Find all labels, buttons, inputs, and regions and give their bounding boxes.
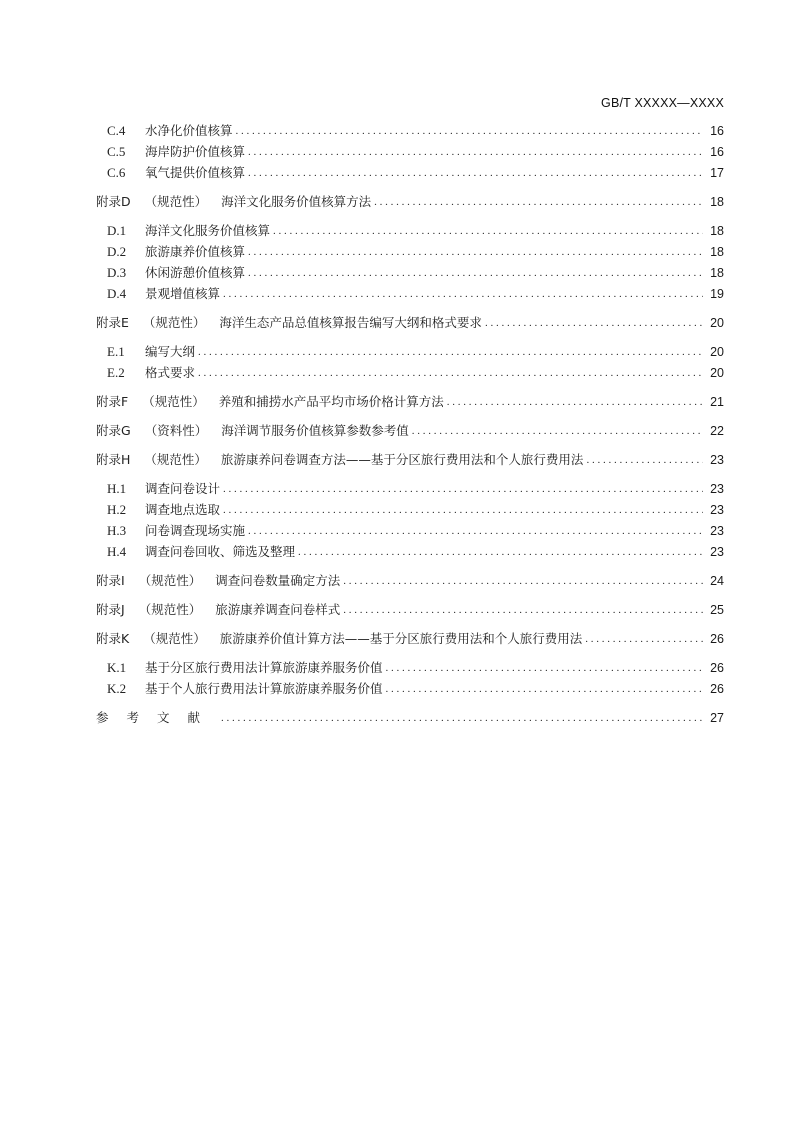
- toc-appendix-tag: （规范性）: [142, 315, 206, 330]
- toc-leader-dots: [221, 708, 703, 728]
- toc-leader-dots: [386, 658, 703, 678]
- toc-entry-h1[interactable]: [107, 479, 724, 499]
- toc-appendix-tag: （规范性）: [144, 452, 207, 467]
- toc-entry-page: 18: [710, 224, 724, 238]
- toc-entry-number: K.1: [107, 660, 127, 675]
- toc-appendix-number: 附录D: [96, 194, 131, 209]
- toc-appendix-number: 附录H: [96, 452, 131, 467]
- toc-leader-dots: [343, 571, 703, 591]
- toc-entry-title: 格式要求: [145, 365, 196, 380]
- toc-entry-number: E.1: [107, 344, 125, 359]
- toc-appendix-tag: （资料性）: [144, 423, 208, 438]
- toc-entry-page: 27: [710, 711, 724, 725]
- toc-leader-dots: [447, 392, 703, 412]
- toc-entry-d3[interactable]: [107, 263, 724, 283]
- toc-entry-page: 20: [710, 366, 724, 380]
- toc-appendix-number: 附录K: [96, 631, 130, 646]
- toc-entry-page: 26: [710, 661, 724, 675]
- toc-appendix-number: 附录F: [96, 394, 129, 409]
- toc-entry-page: 20: [710, 345, 724, 359]
- toc-entry-title: 旅游康养调查问卷样式: [215, 602, 341, 617]
- toc-entry-number: K.2: [107, 681, 127, 696]
- toc-entry-page: 23: [710, 453, 724, 467]
- toc-entry-number: D.2: [107, 244, 127, 259]
- toc-entry-title: 海洋调节服务价值核算参数参考值: [221, 423, 409, 438]
- toc-entry-d2[interactable]: [107, 242, 724, 262]
- toc-entry-appendix-j[interactable]: [96, 600, 724, 620]
- toc-leader-dots: [236, 121, 703, 141]
- toc-entry-title: 水净化价值核算: [145, 123, 233, 138]
- toc-entry-h4[interactable]: [107, 542, 724, 562]
- toc-entry-e2[interactable]: [107, 363, 724, 383]
- toc-entry-number: H.3: [107, 523, 127, 538]
- toc-entry-appendix-g[interactable]: [96, 421, 724, 441]
- toc-entry-number: C.5: [107, 144, 126, 159]
- toc-entry-number: C.4: [107, 123, 126, 138]
- toc-entry-title: 基于个人旅行费用法计算旅游康养服务价值: [145, 681, 383, 696]
- toc-entry-title: 养殖和捕捞水产品平均市场价格计算方法: [218, 394, 444, 409]
- toc-entry-c4[interactable]: [107, 121, 724, 141]
- toc-entry-title: 氧气提供价值核算: [145, 165, 246, 180]
- toc-appendix-number: 附录J: [96, 602, 125, 617]
- toc-leader-dots: [223, 479, 703, 499]
- toc-entry-page: 23: [710, 503, 724, 517]
- toc-entry-page: 16: [710, 145, 724, 159]
- toc-entry-number: D.1: [107, 223, 127, 238]
- toc-entry-page: 25: [710, 603, 724, 617]
- toc-entry-appendix-i[interactable]: [96, 571, 724, 591]
- toc-appendix-tag: （规范性）: [138, 573, 202, 588]
- toc-entry-title: 海洋文化服务价值核算方法: [221, 194, 372, 209]
- toc-entry-page: 20: [710, 316, 724, 330]
- toc-appendix-number: 附录I: [96, 573, 125, 588]
- toc-entry-e1[interactable]: [107, 342, 724, 362]
- toc-entry-title: 旅游康养价值计算方法——基于分区旅行费用法和个人旅行费用法: [219, 631, 583, 646]
- toc-entry-appendix-d[interactable]: [96, 192, 724, 212]
- toc-entry-title: 景观增值核算: [145, 286, 221, 301]
- toc-entry-page: 23: [710, 545, 724, 559]
- toc-entry-k2[interactable]: [107, 679, 724, 699]
- toc-entry-title: 调查问卷设计: [145, 481, 221, 496]
- toc-entry-number: H.1: [107, 481, 127, 496]
- toc-entry-c6[interactable]: [107, 163, 724, 183]
- toc-entry-c5[interactable]: [107, 142, 724, 162]
- toc-leader-dots: [223, 284, 703, 304]
- toc-leader-dots: [343, 600, 703, 620]
- toc-entry-page: 18: [710, 245, 724, 259]
- toc-entry-number: D.4: [107, 286, 127, 301]
- toc-leader-dots: [198, 342, 703, 362]
- toc-entry-references[interactable]: [96, 708, 724, 728]
- toc-entry-appendix-k[interactable]: [96, 629, 724, 649]
- toc-leader-dots: [298, 542, 703, 562]
- toc-leader-dots: [248, 142, 703, 162]
- toc-appendix-number: 附录G: [96, 423, 131, 438]
- toc-entry-d1[interactable]: [107, 221, 724, 241]
- toc-entry-appendix-f[interactable]: [96, 392, 724, 412]
- toc-entry-page: 18: [710, 195, 724, 209]
- toc-leader-dots: [223, 500, 703, 520]
- toc-entry-page: 23: [710, 482, 724, 496]
- toc-entry-page: 26: [710, 632, 724, 646]
- toc-entry-number: D.3: [107, 265, 127, 280]
- toc-entry-title: 基于分区旅行费用法计算旅游康养服务价值: [145, 660, 383, 675]
- toc-entry-title: 编写大纲: [145, 344, 196, 359]
- toc-appendix-tag: （规范性）: [143, 631, 206, 646]
- toc-entry-title: 旅游康养价值核算: [145, 244, 246, 259]
- toc-entry-page: 21: [710, 395, 724, 409]
- toc-leader-dots: [248, 263, 703, 283]
- toc-entry-number: H.4: [107, 544, 127, 559]
- toc-entry-page: 23: [710, 524, 724, 538]
- toc-entry-page: 24: [710, 574, 724, 588]
- document-code: GB/T XXXXX—XXXX: [601, 96, 724, 110]
- toc-entry-number: E.2: [107, 365, 125, 380]
- toc-entry-title: 海洋生态产品总值核算报告编写大纲和格式要求: [219, 315, 482, 330]
- toc-entry-title: 问卷调查现场实施: [145, 523, 246, 538]
- toc-entry-page: 17: [710, 166, 724, 180]
- toc-leader-dots: [586, 450, 703, 470]
- toc-entry-page: 19: [710, 287, 724, 301]
- toc-entry-h3[interactable]: [107, 521, 724, 541]
- toc-entry-title: 旅游康养问卷调查方法——基于分区旅行费用法和个人旅行费用法: [220, 452, 584, 467]
- toc-leader-dots: [412, 421, 703, 441]
- toc-entry-number: H.2: [107, 502, 127, 517]
- toc-entry-k1[interactable]: [107, 658, 724, 678]
- toc-leader-dots: [273, 221, 703, 241]
- toc-entry-title: 休闲游憩价值核算: [145, 265, 246, 280]
- toc-entry-title: 海洋文化服务价值核算: [145, 223, 271, 238]
- toc-references-title: 参考文献: [96, 710, 219, 725]
- toc-entry-page: 26: [710, 682, 724, 696]
- toc-leader-dots: [585, 629, 703, 649]
- toc-entry-title: 调查问卷回收、筛选及整理: [145, 544, 296, 559]
- toc-entry-number: C.6: [107, 165, 126, 180]
- toc-entry-page: 22: [710, 424, 724, 438]
- toc-entry-title: 调查问卷数量确定方法: [215, 573, 341, 588]
- toc-entry-h2[interactable]: [107, 500, 724, 520]
- toc-entry-d4[interactable]: [107, 284, 724, 304]
- toc-appendix-number: 附录E: [96, 315, 129, 330]
- toc-leader-dots: [248, 242, 703, 262]
- toc-leader-dots: [198, 363, 703, 383]
- toc-leader-dots: [485, 313, 703, 333]
- toc-entry-page: 18: [710, 266, 724, 280]
- toc-leader-dots: [386, 679, 703, 699]
- toc-leader-dots: [374, 192, 703, 212]
- toc-leader-dots: [248, 521, 703, 541]
- toc-leader-dots: [248, 163, 703, 183]
- toc-entry-appendix-e[interactable]: [96, 313, 724, 333]
- toc-appendix-tag: （规范性）: [142, 394, 205, 409]
- toc-entry-title: 调查地点选取: [145, 502, 221, 517]
- toc-appendix-tag: （规范性）: [144, 194, 208, 209]
- toc-entry-page: 16: [710, 124, 724, 138]
- toc-appendix-tag: （规范性）: [138, 602, 202, 617]
- toc-entry-appendix-h[interactable]: [96, 450, 724, 470]
- toc-entry-title: 海岸防护价值核算: [145, 144, 246, 159]
